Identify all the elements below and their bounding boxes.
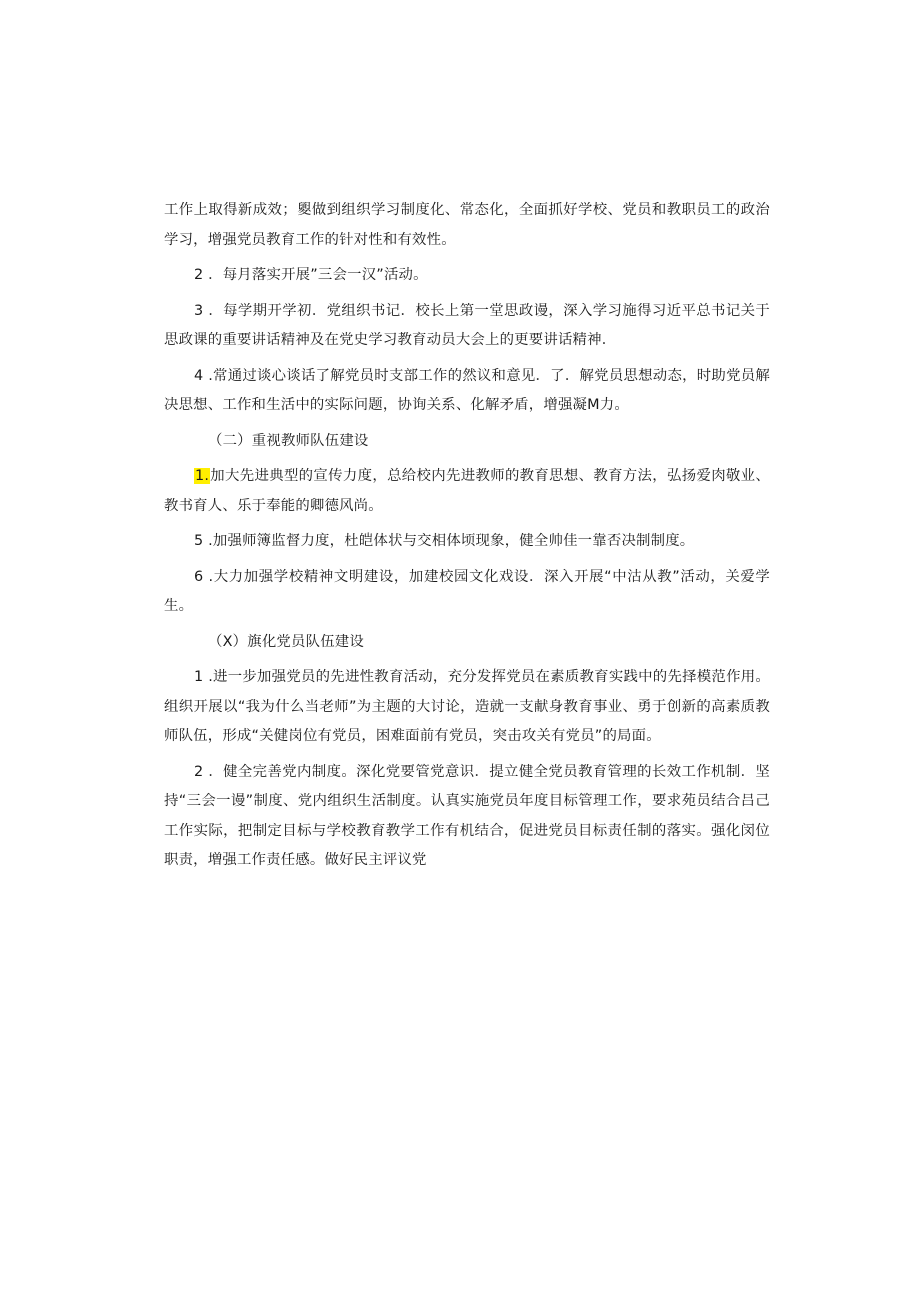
paragraph-item-4: 4 .常通过谈心谈话了解党员时支部工作的然议和意见．了．解党员思想动态，时助党员解决思想、工作和生活中的实际问题，协询关系、化解矛盾，增强凝M力。 bbox=[164, 367, 770, 413]
paragraph-item-2-party: 2 ．健全完善党内制度。深化党要管党意识．提立健全党员教育管理的长效工作机制．坚持“三会一谩”制度、党内组织生活制度。认真实施党员年度目标管理工作，要求苑员结合吕己工作实际，把制定目标与学校教育教学工作有机结合，促进党员目标责任制的落实。强化闵位职责，増强工作责任感。做好民主评议党 bbox=[164, 763, 770, 868]
highlighted-number: 1. bbox=[195, 468, 210, 484]
paragraph-item-2: 2 ．每月落实开展”三会一汉”活动。 bbox=[194, 267, 428, 283]
section-heading-2: （二）重视教师队伍建设 bbox=[208, 432, 369, 449]
paragraph-continuation: 工作上取得新成效；夓做到组织学习制度化、常态化，全面抓好学校、党员和教职员工的政治学习，增强党员教育工作的针对性和有效性。 bbox=[164, 202, 770, 248]
document-body bbox=[164, 196, 770, 882]
paragraph-item-5: 5 .加强师簿监督力度，杜皑体状与交相体顷现象，健全帅佳一靠否决制制度。 bbox=[194, 533, 695, 549]
paragraph-item-6: 6 .大力加强学校精神文明建设，加建校园文化戏设．深入开展“中沽从教”活动，关爱学生。 bbox=[164, 568, 770, 614]
paragraph-item-3: 3 ．每学期开学初．党组织书记．校长上第一堂思政谩，深入学习施得习近平总书记关于思政课的重要讲话精神及在党史学习教育动员大会上的更要讲话精神． bbox=[164, 302, 770, 348]
section-heading-3: （X）旗化党员队伍建设 bbox=[208, 633, 364, 650]
paragraph-item-1-teachers bbox=[164, 462, 770, 521]
paragraph-item-1-text: 加大先进典型的宣传力度，总给校内先进教师的教育思想、教育方法，弘扬爱肉敬业、教书育人、乐于奉能的卿德风尚。 bbox=[164, 468, 770, 514]
paragraph-item-1-party: 1 .进一步加强党员的先进性教育活动，充分发挥党员在素质教育实践中的先择模范作用。组织开展以“我为什么当老师”为主题的大讨论，造就一支献身教育事业、勇于创新的高素质教师队伍，形成“关健岗位有党员，困难面前有党员，突击攻关有党员”的局面。 bbox=[164, 669, 770, 744]
